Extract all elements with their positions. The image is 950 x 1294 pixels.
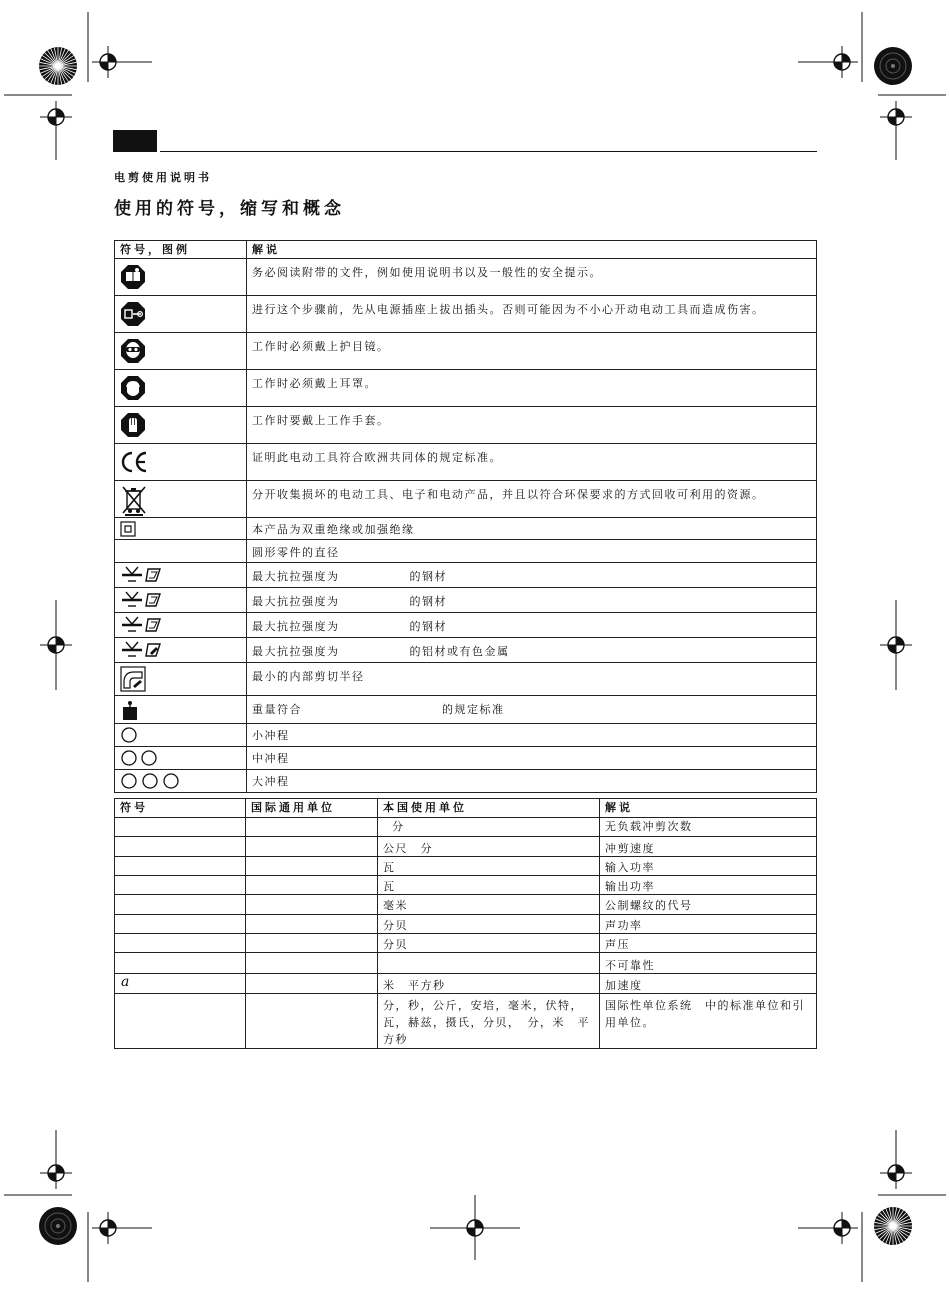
cell-symbol xyxy=(115,953,246,974)
table-row xyxy=(115,613,817,638)
cell-desc: 公制螺纹的代号 xyxy=(600,895,817,915)
table-row xyxy=(115,747,817,770)
cell-desc: 不可靠性 xyxy=(600,953,817,974)
double-insulation-icon xyxy=(120,521,136,537)
row-text: 务必阅读附带的文件，例如使用说明书以及一般性的安全提示。 xyxy=(247,259,817,296)
row-text xyxy=(247,563,817,588)
cell-desc: 声压 xyxy=(600,934,817,953)
ce-mark-icon xyxy=(120,450,150,474)
row-text: 小冲程 xyxy=(247,724,817,747)
cell-desc: 无负载冲剪次数 xyxy=(600,818,817,837)
table-row xyxy=(115,934,817,953)
row-text: 工作时要戴上工作手套。 xyxy=(247,407,817,444)
table-row xyxy=(115,588,817,613)
goggles-icon xyxy=(120,338,146,364)
table-row xyxy=(115,540,817,563)
table-row xyxy=(115,915,817,934)
row-text xyxy=(247,588,817,613)
small-stroke-icon xyxy=(120,726,138,744)
row-text: 进行这个步骤前，先从电源插座上拔出插头。否则可能因为不小心开动电动工具而造成伤害。 xyxy=(247,296,817,333)
cell-desc: 加速度 xyxy=(600,974,817,994)
page-tab-marker xyxy=(113,130,157,152)
table-row xyxy=(115,370,817,407)
cell-symbol: a xyxy=(115,974,246,994)
row-text xyxy=(247,638,817,663)
table-row xyxy=(115,696,817,724)
aluminium-cut-icon xyxy=(120,640,164,660)
table-row xyxy=(115,818,817,837)
cell-intl xyxy=(246,876,378,895)
cell-intl xyxy=(246,837,378,857)
weight-icon xyxy=(120,699,140,721)
row-text-after: 的钢材 xyxy=(409,595,447,608)
cell-local: 米 平方秒 xyxy=(378,974,600,994)
symbols-table xyxy=(114,240,817,793)
unplug-icon xyxy=(120,301,146,327)
table-row xyxy=(115,518,817,540)
row-text-before: 最大抗拉强度为 xyxy=(252,595,340,608)
steel-cut-icon xyxy=(120,615,164,635)
row-text-before: 最大抗拉强度为 xyxy=(252,645,340,658)
steel-cut-icon xyxy=(120,590,164,610)
table-row xyxy=(115,837,817,857)
cell-intl xyxy=(246,915,378,934)
row-text: 本产品为双重绝缘或加强绝缘 xyxy=(247,518,817,540)
cell-intl xyxy=(246,934,378,953)
table-row xyxy=(115,407,817,444)
cell-local: 分，秒，公斤，安培，毫米，伏特，瓦，赫兹，摄氏，分贝， 分，米 平方秒 xyxy=(378,994,600,1049)
cell-intl xyxy=(246,974,378,994)
cell-desc: 输入功率 xyxy=(600,857,817,876)
row-text-after: 的铝材或有色金属 xyxy=(409,645,510,658)
cell-symbol xyxy=(115,818,246,837)
table-row xyxy=(115,895,817,915)
row-text: 最小的内部剪切半径 xyxy=(247,663,817,696)
gloves-icon xyxy=(120,412,146,438)
medium-stroke-icon xyxy=(120,749,160,767)
cell-desc: 输出功率 xyxy=(600,876,817,895)
row-text: 圆形零件的直径 xyxy=(247,540,817,563)
table-row xyxy=(115,333,817,370)
cell-local: 公尺 分 xyxy=(378,837,600,857)
cell-symbol xyxy=(115,994,246,1049)
cut-radius-icon xyxy=(120,666,146,692)
table-row xyxy=(115,444,817,481)
steel-cut-icon xyxy=(120,565,164,585)
row-text-before: 最大抗拉强度为 xyxy=(252,570,340,583)
table-row xyxy=(115,724,817,747)
header-symbol: 符号 xyxy=(115,799,246,818)
row-text: 中冲程 xyxy=(247,747,817,770)
section-label: 电剪使用说明书 xyxy=(114,171,212,184)
cell-local: 分 xyxy=(378,818,600,837)
read-manual-icon xyxy=(120,264,146,290)
row-text: 证明此电动工具符合欧洲共同体的规定标准。 xyxy=(247,444,817,481)
row-text: 工作时必须戴上耳罩。 xyxy=(247,370,817,407)
table-header-row xyxy=(115,241,817,259)
cell-symbol xyxy=(115,857,246,876)
cell-intl xyxy=(246,895,378,915)
table-row xyxy=(115,857,817,876)
row-text xyxy=(247,613,817,638)
units-table xyxy=(114,798,817,1049)
cell-desc: 声功率 xyxy=(600,915,817,934)
header-explanation: 解说 xyxy=(247,241,817,259)
cell-intl xyxy=(246,994,378,1049)
cell-local: 分贝 xyxy=(378,915,600,934)
header-rule xyxy=(160,151,817,152)
cell-local: 分贝 xyxy=(378,934,600,953)
page-title: 使用的符号，缩写和概念 xyxy=(114,199,345,219)
row-text-after: 的规定标准 xyxy=(442,703,505,716)
weee-bin-icon xyxy=(120,484,148,516)
header-symbol: 符号，图例 xyxy=(115,241,247,259)
cell-symbol xyxy=(115,837,246,857)
cell-symbol xyxy=(115,895,246,915)
row-text: 大冲程 xyxy=(247,770,817,793)
table-row xyxy=(115,296,817,333)
row-text-before: 重量符合 xyxy=(252,703,302,716)
row-text-after: 的钢材 xyxy=(409,570,447,583)
table-row xyxy=(115,663,817,696)
cell-desc: 冲剪速度 xyxy=(600,837,817,857)
table-row xyxy=(115,638,817,663)
ear-protection-icon xyxy=(120,375,146,401)
cell-local xyxy=(378,953,600,974)
table-row xyxy=(115,876,817,895)
cell-local: 毫米 xyxy=(378,895,600,915)
table-row xyxy=(115,259,817,296)
row-text xyxy=(247,696,817,724)
header-intl-unit: 国际通用单位 xyxy=(246,799,378,818)
row-text-before: 最大抗拉强度为 xyxy=(252,620,340,633)
table-row xyxy=(115,563,817,588)
table-header-row xyxy=(115,799,817,818)
large-stroke-icon xyxy=(120,772,180,790)
row-text: 分开收集损坏的电动工具、电子和电动产品，并且以符合环保要求的方式回收可利用的资源。 xyxy=(247,481,817,518)
cell-local: 瓦 xyxy=(378,857,600,876)
cell-symbol xyxy=(115,876,246,895)
table-row xyxy=(115,974,817,994)
cell-intl xyxy=(246,857,378,876)
row-text-after: 的钢材 xyxy=(409,620,447,633)
cell-intl xyxy=(246,818,378,837)
cell-intl xyxy=(246,953,378,974)
table-row xyxy=(115,953,817,974)
cell-symbol xyxy=(115,915,246,934)
header-local-unit: 本国使用单位 xyxy=(378,799,600,818)
cell-desc: 国际性单位系统 中的标准单位和引用单位。 xyxy=(600,994,817,1049)
table-row xyxy=(115,481,817,518)
row-text: 工作时必须戴上护目镜。 xyxy=(247,333,817,370)
cell-local: 瓦 xyxy=(378,876,600,895)
cell-symbol xyxy=(115,934,246,953)
table-row xyxy=(115,994,817,1049)
header-explanation: 解说 xyxy=(600,799,817,818)
table-row xyxy=(115,770,817,793)
